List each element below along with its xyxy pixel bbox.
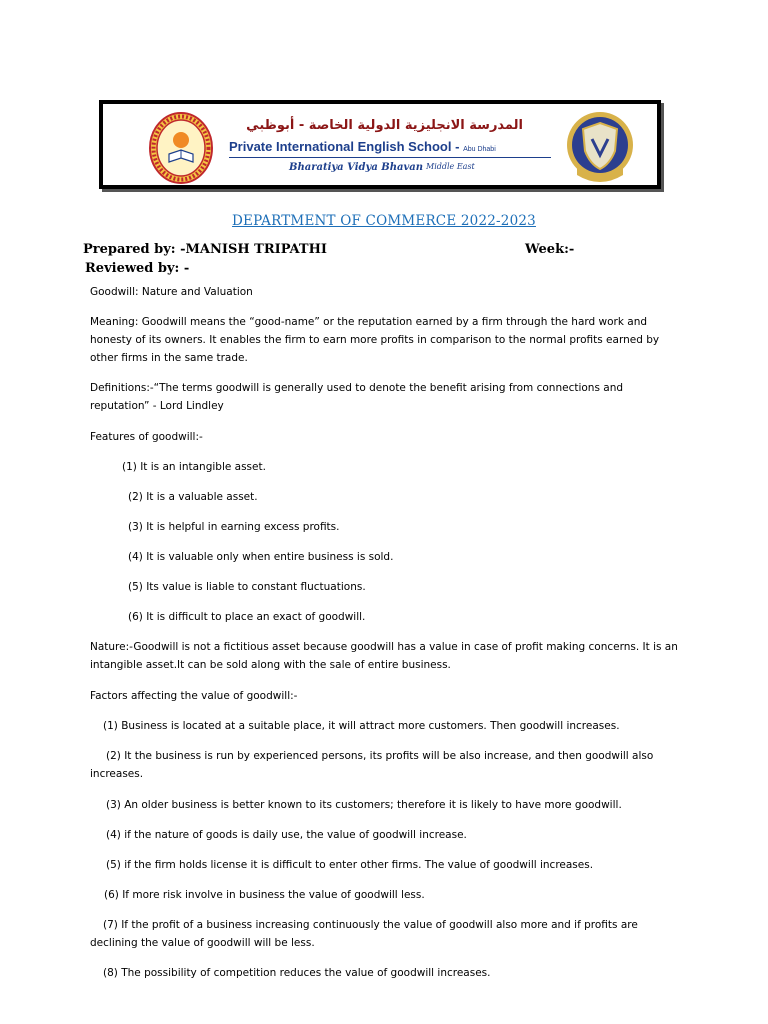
factor-item: (8) The possibility of competition reduces the value of goodwill increases. <box>103 967 491 979</box>
features-heading: Features of goodwill:- <box>90 431 203 443</box>
definition-paragraph: Definitions:-“The terms goodwill is generally used to denote the benefit arising from connections and reputation” - Lord Lindley <box>90 382 624 412</box>
reviewed-by: Reviewed by: - <box>85 261 190 276</box>
school-name-arabic: المدرسة الانجليزية الدولية الخاصة - أبوظبي <box>246 118 523 133</box>
topic-heading: Goodwill: Nature and Valuation <box>90 286 253 298</box>
school-name-english <box>229 139 496 154</box>
school-emblem-icon <box>149 112 213 184</box>
feature-item: (4) It is valuable only when entire business is sold. <box>128 551 394 563</box>
nature-paragraph: Nature:-Goodwill is not a fictitious asset because goodwill has a value in case of profit making concerns. It is an intangible asset.It can be sold along with the sale of entire business. <box>90 641 678 671</box>
bvb-shield-icon <box>565 109 635 187</box>
feature-item: (5) Its value is liable to constant fluctuations. <box>128 581 366 593</box>
feature-item: (3) It is helpful in earning excess profits. <box>128 521 340 533</box>
factor-item: (5) if the firm holds license it is difficult to enter other firms. The value of goodwill increases. <box>106 859 594 871</box>
middle-east-signature: Middle East <box>426 162 475 171</box>
school-name-text: Private International English School - <box>229 139 460 154</box>
factor-item: (7) If the profit of a business increasing continuously the value of goodwill also more and if profits are declining the value of goodwill will be less. <box>90 919 638 949</box>
header-divider <box>229 157 551 158</box>
bvb-name: Bharatiya Vidya Bhavan <box>289 162 424 173</box>
school-header-banner <box>99 100 661 189</box>
school-city: Abu Dhabi <box>463 146 496 153</box>
factor-item: (2) It the business is run by experienced persons, its profits will be also increase, and then goodwill also increases. <box>90 750 654 780</box>
factor-item: (3) An older business is better known to its customers; therefore it is likely to have more goodwill. <box>106 799 622 811</box>
department-title: DEPARTMENT OF COMMERCE 2022-2023 <box>232 213 536 229</box>
prepared-by: Prepared by: -MANISH TRIPATHI <box>83 242 327 257</box>
feature-item: (6) It is difficult to place an exact of goodwill. <box>128 611 366 623</box>
feature-item: (2) It is a valuable asset. <box>128 491 258 503</box>
week-label: Week:- <box>525 242 575 257</box>
factors-heading: Factors affecting the value of goodwill:- <box>90 690 298 702</box>
meaning-paragraph: Meaning: Goodwill means the “good-name” or the reputation earned by a firm through the hard work and honesty of its owners. It enables the firm to earn more profits in comparison to the normal profits earned by other firms in the same trade. <box>90 316 660 364</box>
factor-item: (1) Business is located at a suitable place, it will attract more customers. Then goodwill increases. <box>103 720 620 732</box>
feature-item: (1) It is an intangible asset. <box>122 461 266 473</box>
factor-item: (4) if the nature of goods is daily use, the value of goodwill increase. <box>106 829 467 841</box>
factor-item: (6) If more risk involve in business the value of goodwill less. <box>104 889 425 901</box>
